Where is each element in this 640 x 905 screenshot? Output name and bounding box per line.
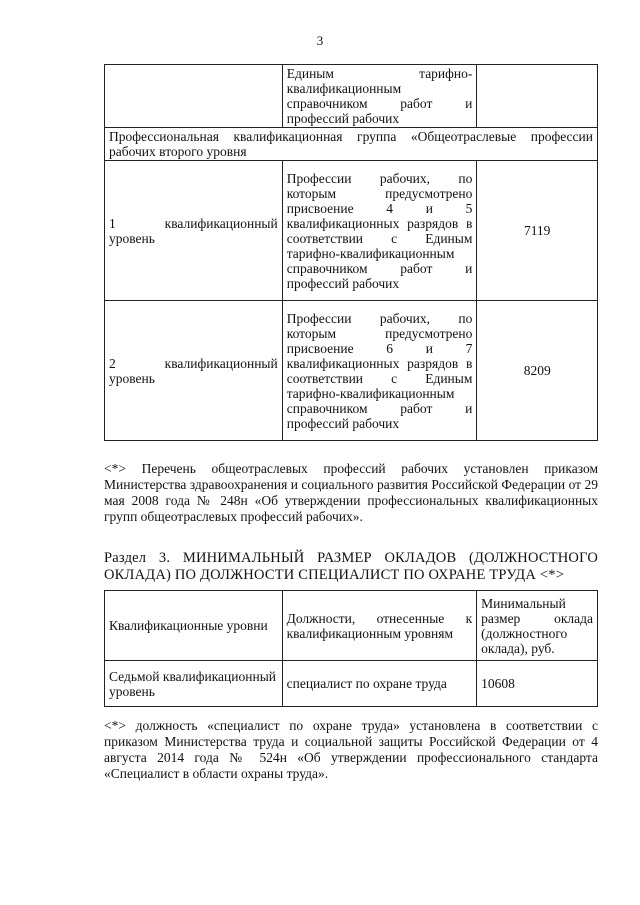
section-heading: Раздел 3. МИНИМАЛЬНЫЙ РАЗМЕР ОКЛАДОВ (ДОЛЖНОСТНОГО ОКЛАДА) ПО ДОЛЖНОСТИ СПЕЦИАЛИСТ ПО ОХРАНЕ ТРУДА <*>: [104, 550, 598, 583]
position-cell: специалист по охране труда: [282, 661, 477, 707]
table-cell: Единым тарифно-квалификационным справочником работ и профессий рабочих: [282, 65, 477, 128]
salary-table: [104, 590, 598, 707]
footnote: <*> должность «специалист по охране труда» установлена в соответствии с приказом Министерства труда и социальной защиты Российской Федерации от 4 августа 2014 года № 524н «Об утверждении профессионального стандарта «Специалист в области охраны труда».: [104, 718, 598, 781]
description-cell: Профессии рабочих, по которым предусмотрено присвоение 6 и 7 квалификационных разрядов в соответствии с Единым тарифно-квалификационным справочником работ и профессий рабочих: [282, 301, 477, 441]
table-cell: [477, 65, 598, 128]
column-header: Квалификационные уровни: [105, 591, 283, 661]
table-row: [105, 661, 598, 707]
table-cell: [105, 65, 283, 128]
group-header: Профессиональная квалификационная группа «Общеотраслевые профессии рабочих второго уровня: [105, 128, 598, 161]
header-row: [105, 591, 598, 661]
level-cell: Седьмой квалификационный уровень: [105, 661, 283, 707]
amount-cell: 7119: [477, 161, 598, 301]
column-header: Должности, отнесенные к квалификационным уровням: [282, 591, 477, 661]
level-cell: 1 квалификационный уровень: [105, 161, 283, 301]
footnote: <*> Перечень общеотраслевых профессий рабочих установлен приказом Министерства здравоохранения и социального развития Российской Федерации от 29 мая 2008 года № 248н «Об утверждении профессиональных квалификационных групп общеотраслевых профессий рабочих».: [104, 461, 598, 524]
amount-cell: 10608: [477, 661, 598, 707]
group-header-row: [105, 128, 598, 161]
description-cell: Профессии рабочих, по которым предусмотрено присвоение 4 и 5 квалификационных разрядов в соответствии с Единым тарифно-квалификационным справочником работ и профессий рабочих: [282, 161, 477, 301]
table-row: [105, 65, 598, 128]
column-header: Минимальный размер оклада (должностного оклада), руб.: [477, 591, 598, 661]
table-row: [105, 161, 598, 301]
qualification-table: [104, 64, 598, 441]
page-number: 3: [316, 33, 324, 48]
table-row: [105, 301, 598, 441]
level-cell: 2 квалификационный уровень: [105, 301, 283, 441]
amount-cell: 8209: [477, 301, 598, 441]
